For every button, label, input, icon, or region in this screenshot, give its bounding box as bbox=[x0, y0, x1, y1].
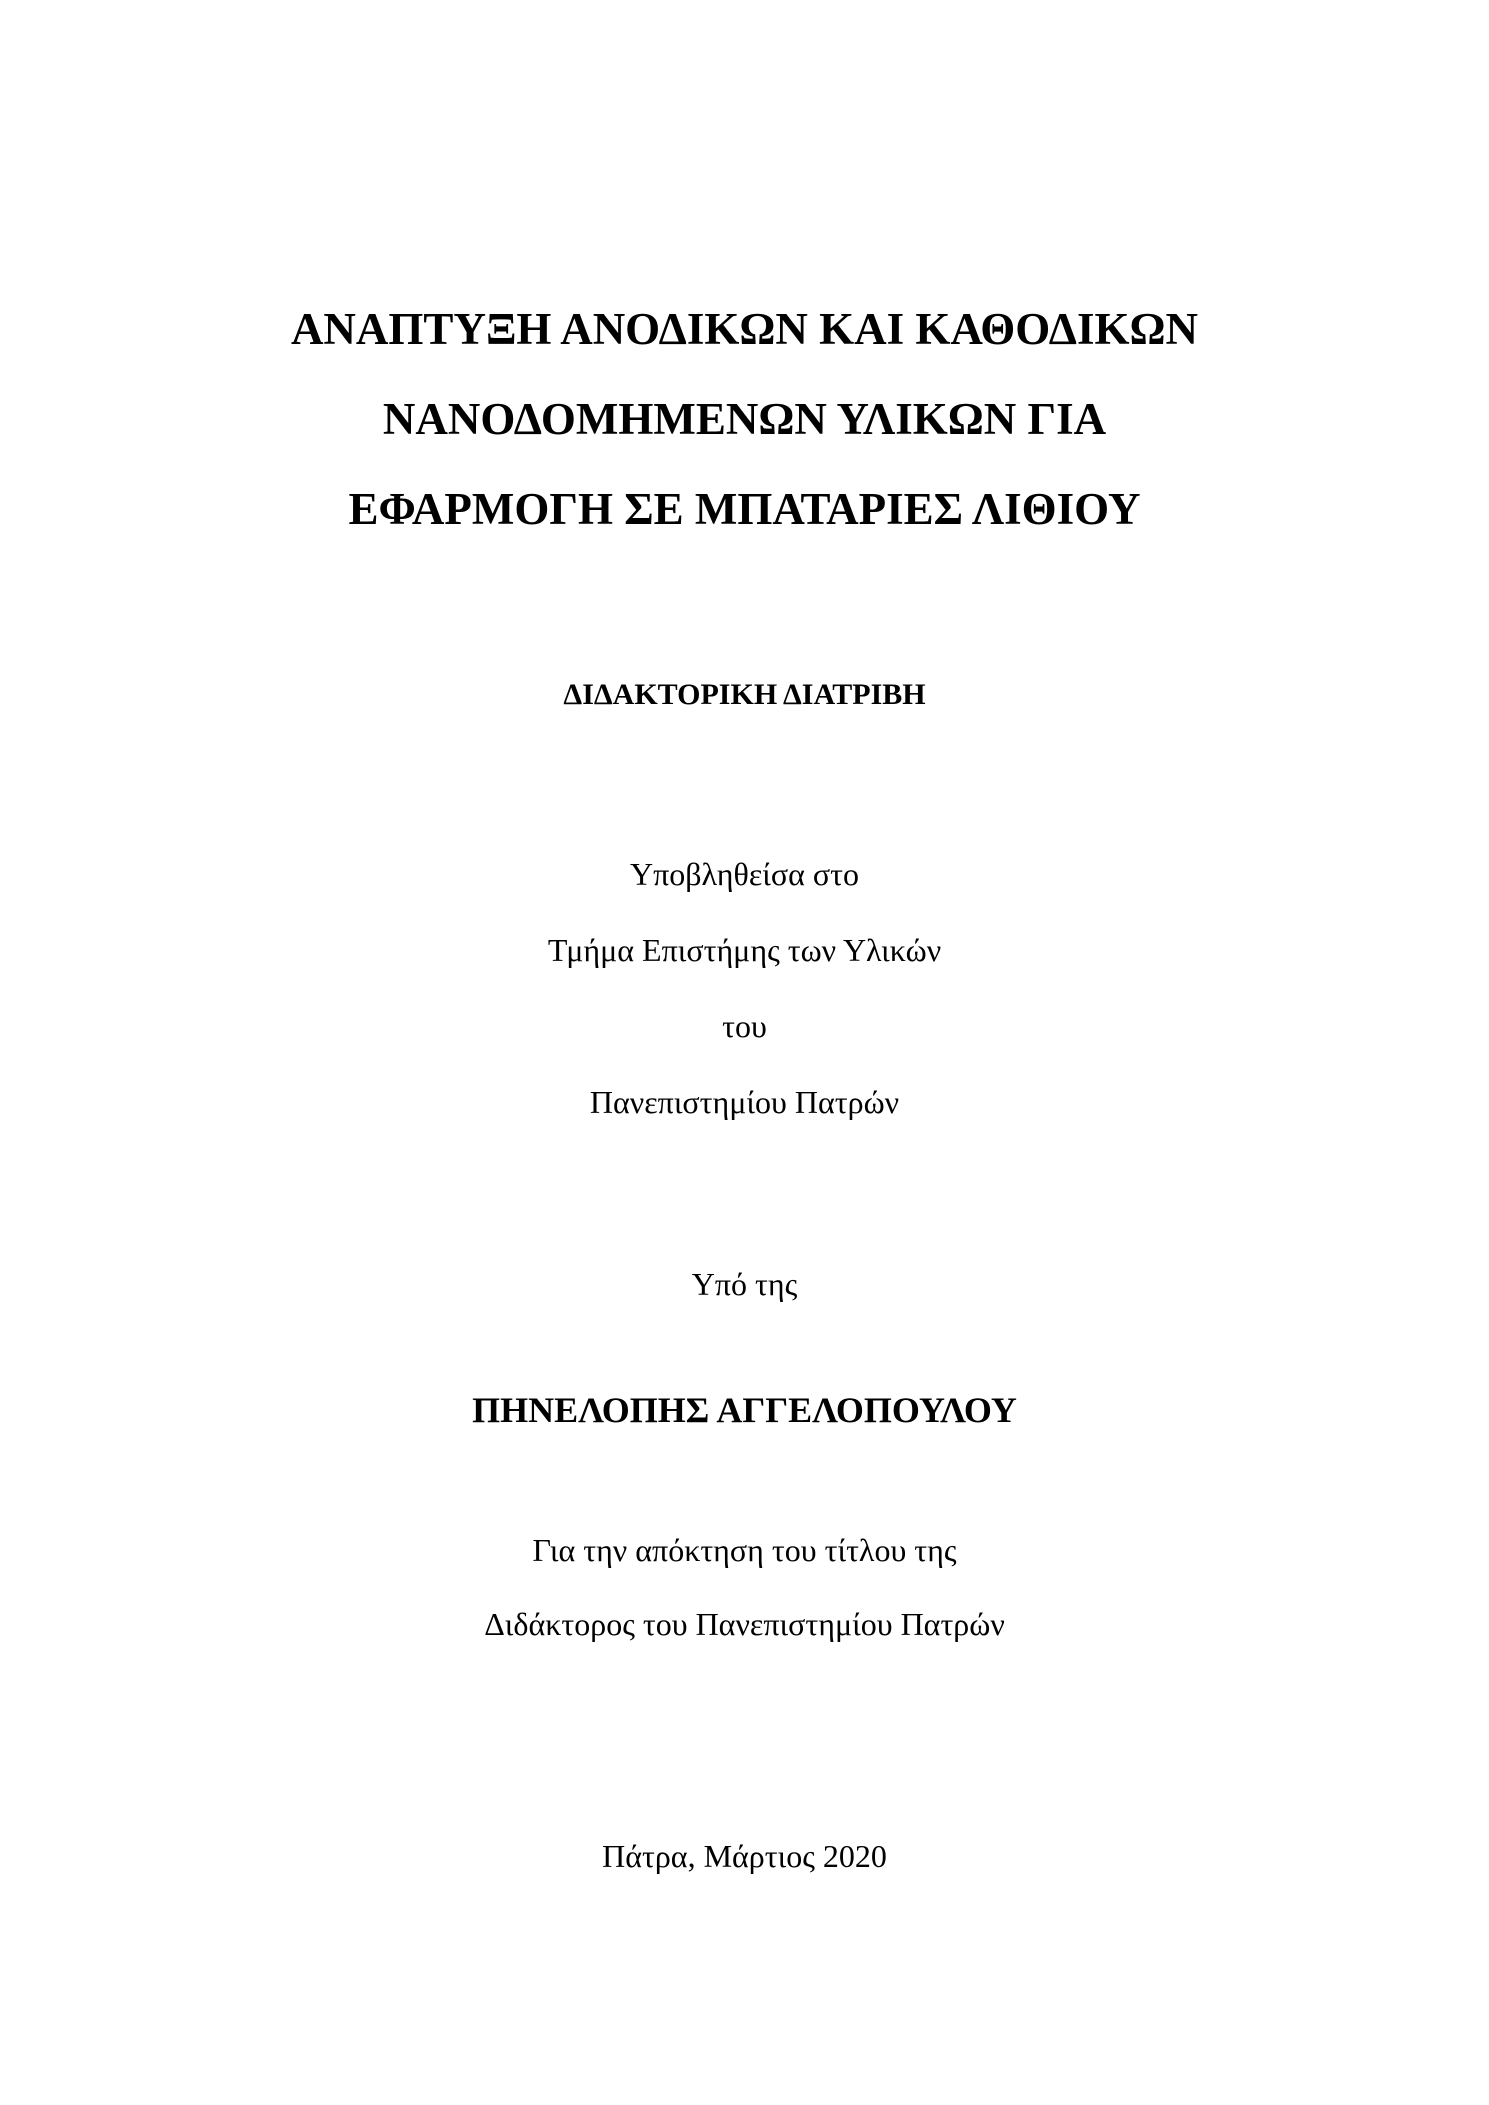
submission-line-4: Πανεπιστημίου Πατρών bbox=[589, 1084, 900, 1120]
thesis-title-line-1: ΑΝΑΠΤΥΞΗ ΑΝΟΔΙΚΩΝ ΚΑΙ ΚΑΘΟΔΙΚΩΝ bbox=[290, 304, 1199, 354]
purpose-line-2: Διδάκτορος του Πανεπιστημίου Πατρών bbox=[484, 1606, 1005, 1642]
submission-line-2: Τμήμα Επιστήμης των Υλικών bbox=[547, 932, 942, 968]
document-type: ΔΙΔΑΚΤΟΡΙΚΗ ΔΙΑΤΡΙΒΗ bbox=[563, 678, 926, 711]
thesis-title-line-3: ΕΦΑΡΜΟΓΗ ΣΕ ΜΠΑΤΑΡΙΕΣ ΛΙΘΙΟΥ bbox=[348, 484, 1141, 534]
thesis-title-line-2: ΝΑΝΟΔΟΜΗΜΕΝΩΝ ΥΛΙΚΩΝ ΓΙΑ bbox=[382, 394, 1107, 444]
author-name: ΠΗΝΕΛΟΠΗΣ ΑΓΓΕΛΟΠΟΥΛΟΥ bbox=[472, 1390, 1017, 1430]
purpose-line-1: Για την απόκτηση του τίτλου της bbox=[532, 1532, 957, 1568]
submission-line-1: Υποβληθείσα στο bbox=[629, 856, 859, 892]
place-date: Πάτρα, Μάρτιος 2020 bbox=[602, 1838, 887, 1874]
submission-line-3: του bbox=[722, 1008, 767, 1044]
by-label: Υπό της bbox=[691, 1266, 798, 1302]
